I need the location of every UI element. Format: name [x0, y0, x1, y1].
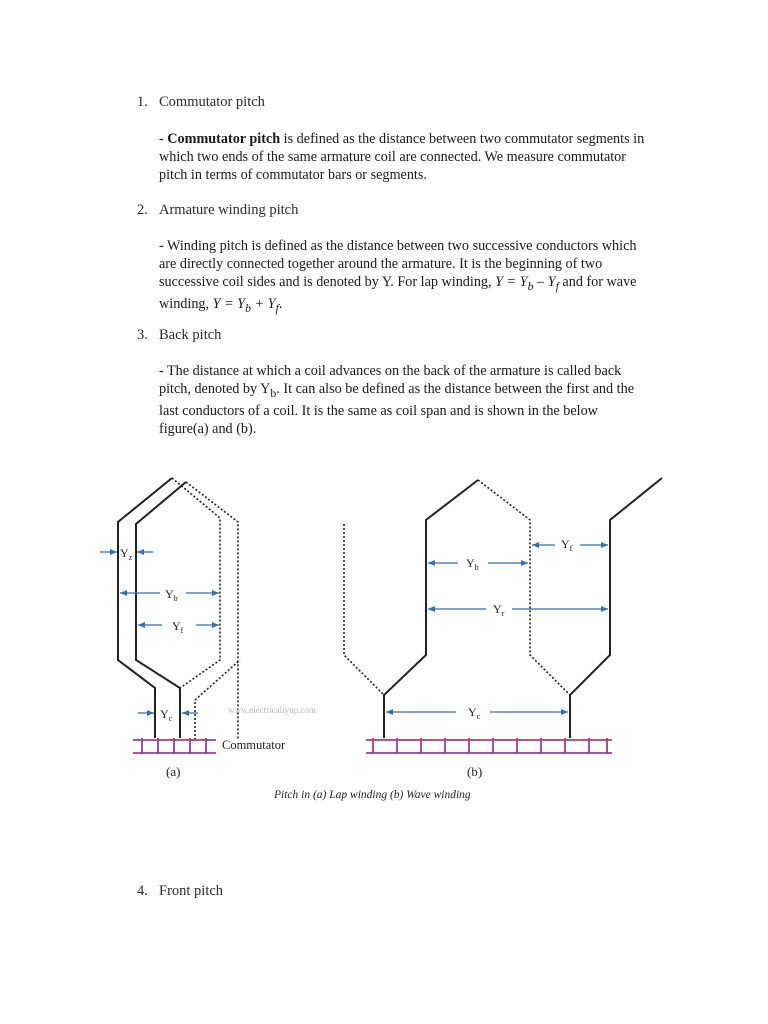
para-line: last conductors of a coil. It is the same as coil span and is shown in the below [159, 402, 598, 419]
wave-coil-dotted-top [478, 480, 570, 695]
label-yr-b: $Y_r$ [493, 602, 505, 618]
commutator-label: Commutator [222, 738, 286, 752]
heading-title: Commutator pitch [159, 94, 265, 110]
label-yf-b: $Y_f$ [561, 537, 573, 553]
lap-pitch-arrows [100, 552, 219, 713]
label-yb-b: $Y_b$ [466, 556, 479, 572]
lap-coil-dotted-return [195, 660, 240, 740]
label-a: (a) [166, 764, 181, 779]
para-line: - The distance at which a coil advances on the back of the armature is called back [159, 363, 622, 379]
lap-coil-dotted [186, 482, 238, 740]
para-line: pitch in terms of commutator bars or segments. [159, 167, 427, 183]
heading-back-pitch [137, 327, 221, 344]
lap-coil-solid-inner [136, 482, 186, 738]
wave-coil-right [570, 478, 662, 738]
lap-pitch-labels [120, 546, 184, 723]
label-yb-a: $Y_b$ [165, 587, 178, 603]
heading-title: Front pitch [159, 883, 224, 899]
formula: $Y = Y_b - Y_f$ [495, 274, 559, 293]
label-yc-a: $Y_c$ [160, 707, 173, 723]
figure-caption: Pitch in (a) Lap winding (b) Wave winding [274, 789, 471, 801]
formula: $Y = Y_b + Y_f$ [212, 295, 279, 315]
wave-pitch-labels [466, 537, 573, 721]
para-line: pitch, denoted by $Y_b$. It can also be defined as the distance between the first and the [159, 381, 634, 400]
para-line: figure(a) and (b). [159, 420, 257, 437]
label-b: (b) [467, 764, 483, 779]
para-line: which two ends of the same armature coil are connected. We measure commutator [159, 149, 626, 165]
commutator-a [133, 738, 216, 754]
commutator-b [366, 738, 612, 754]
lap-winding-diagram [118, 478, 240, 740]
heading-title: Armature winding pitch [159, 202, 299, 218]
heading-armature-winding-pitch [137, 202, 298, 219]
label-yf-a: $Y_f$ [172, 619, 184, 635]
heading-number: 4. [137, 883, 148, 899]
label-yc-b: $Y_c$ [468, 705, 481, 721]
label-yz: $Y_z$ [120, 546, 133, 562]
heading-number: 1. [137, 94, 148, 110]
para-line: - Winding pitch is defined as the distance between two successive conductors which [159, 238, 637, 254]
para-line: successive coil sides and is denoted by Y. For lap winding, $Y = Y_b - Y_f$ and for wave [159, 274, 637, 293]
lap-coil-solid [118, 478, 172, 738]
para-line: are directly connected together around the armature. It is the beginning of two [159, 256, 603, 272]
wave-pitch-arrows [386, 545, 608, 712]
heading-number: 3. [137, 327, 148, 343]
wave-coil-left [384, 480, 478, 738]
paragraph-winding-pitch [159, 237, 671, 317]
para-line: winding, $Y = Y_b + Y_f$. [159, 295, 283, 315]
para-line: - Commutator pitch is defined as the distance between two commutator segments in [159, 131, 645, 147]
heading-front-pitch [137, 883, 223, 900]
paragraph-back-pitch [159, 362, 671, 438]
wave-coil-dotted-left [344, 524, 384, 695]
heading-number: 2. [137, 202, 148, 218]
paragraph-commutator-pitch [159, 130, 671, 184]
heading-title: Back pitch [159, 327, 222, 343]
bold-term: Commutator pitch [167, 131, 281, 147]
lap-coil-dotted-back [172, 478, 220, 688]
watermark: www.electricallyup.com [228, 705, 316, 715]
wave-winding-diagram [344, 478, 662, 738]
heading-commutator-pitch [137, 94, 265, 111]
